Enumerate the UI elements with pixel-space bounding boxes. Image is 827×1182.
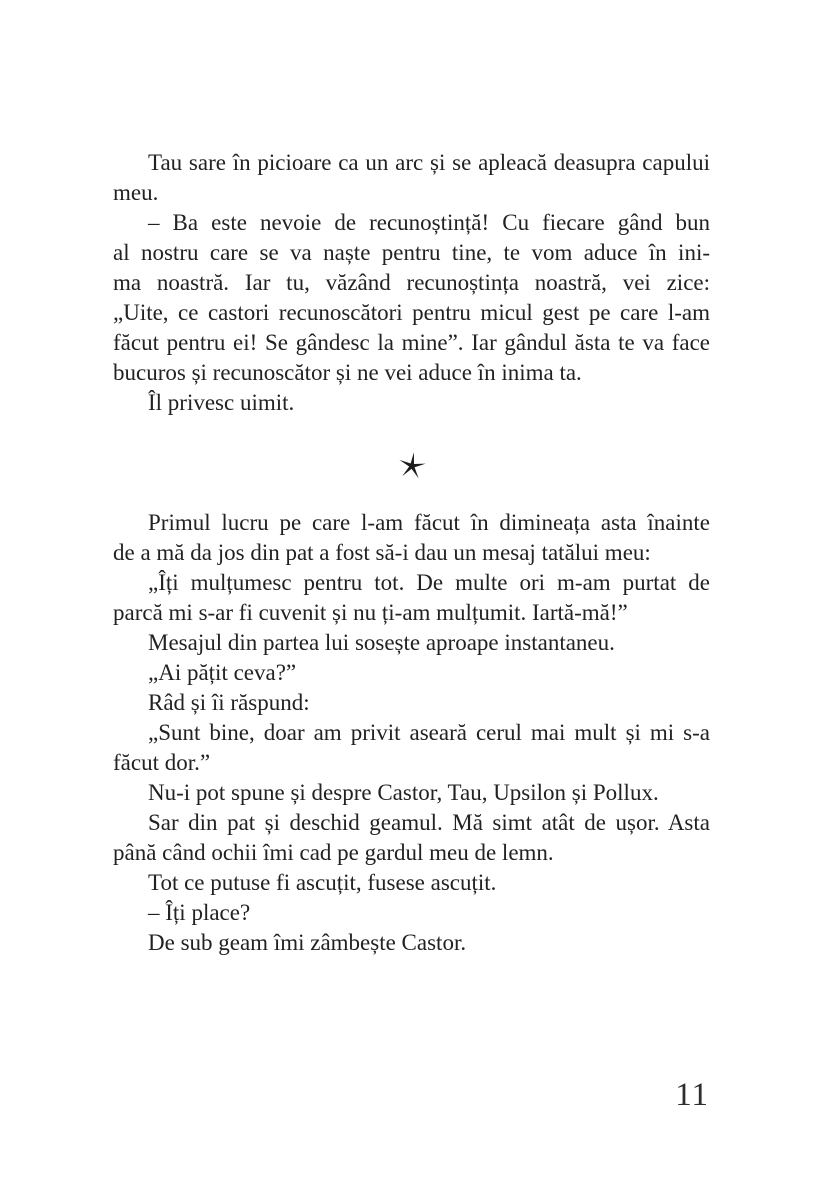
text-line: meu. — [113, 180, 159, 205]
paragraph — [113, 928, 710, 958]
text-line: Îl privesc uimit. — [148, 390, 295, 415]
text-line: Primul lucru pe care l-am făcut în dimineața asta înainte — [148, 510, 710, 535]
paragraph — [113, 388, 710, 418]
paragraph — [113, 778, 710, 808]
paragraph — [113, 868, 710, 898]
paragraph — [113, 718, 710, 778]
text-line: „Îți mulțumesc pentru tot. De multe ori m-am purtat de — [148, 570, 710, 595]
text-line: Sar din pat și deschid geamul. Mă simt atât de ușor. Asta — [148, 810, 710, 835]
text-line: „Uite, ce castori recunoscători pentru micul gest pe care l-am — [113, 300, 710, 325]
text-line: De sub geam îmi zâmbește Castor. — [148, 930, 467, 955]
text-line: parcă mi s-ar fi cuvenit și nu ți-am mulțumit. Iartă-mă!” — [113, 600, 628, 625]
text-line: – Ba este nevoie de recunoștință! Cu fiecare gând bun — [148, 210, 710, 235]
paragraph — [113, 688, 710, 718]
paragraph — [113, 568, 710, 628]
text-line: Tau sare în picioare ca un arc și se apleacă deasupra capului — [148, 150, 710, 175]
text-line: „Sunt bine, doar am privit aseară cerul mai mult și mi s-a — [148, 720, 710, 745]
text-line: Nu-i pot spune și despre Castor, Tau, Upsilon și Pollux. — [148, 780, 659, 805]
paragraph — [113, 208, 710, 388]
paragraph — [113, 898, 710, 928]
text-line: „Ai pățit ceva?” — [148, 660, 297, 685]
text-line: bucuros și recunoscător și ne vei aduce în inima ta. — [113, 360, 582, 385]
paragraph — [113, 808, 710, 868]
section-divider — [113, 418, 710, 508]
text-line: Mesajul din partea lui sosește aproape instantaneu. — [148, 630, 615, 655]
text-line: Râd și îi răspund: — [148, 690, 310, 715]
text-block — [113, 148, 710, 958]
text-line: făcut pentru ei! Se gândesc la mine”. Iar gândul ăsta te va face — [113, 330, 710, 355]
paragraph — [113, 658, 710, 688]
paragraph — [113, 508, 710, 568]
section-before-divider — [113, 148, 710, 418]
text-line: al nostru care se va naște pentru tine, te vom aduce în ini- — [113, 240, 710, 265]
page-number: 11 — [675, 1077, 709, 1113]
text-line: – Îți place? — [148, 900, 251, 925]
text-line: de a mă da jos din pat a fost să-i dau un mesaj tatălui meu: — [113, 540, 651, 565]
five-armed-star-icon — [395, 449, 429, 483]
paragraph — [113, 148, 710, 208]
text-line: ma noastră. Iar tu, văzând recunoștința noastră, vei zice: — [113, 270, 710, 295]
section-after-divider — [113, 508, 710, 958]
text-line: până când ochii îmi cad pe gardul meu de lemn. — [113, 840, 554, 865]
text-line: Tot ce putuse fi ascuțit, fusese ascuțit. — [148, 870, 497, 895]
text-line: făcut dor.” — [113, 750, 211, 775]
paragraph — [113, 628, 710, 658]
